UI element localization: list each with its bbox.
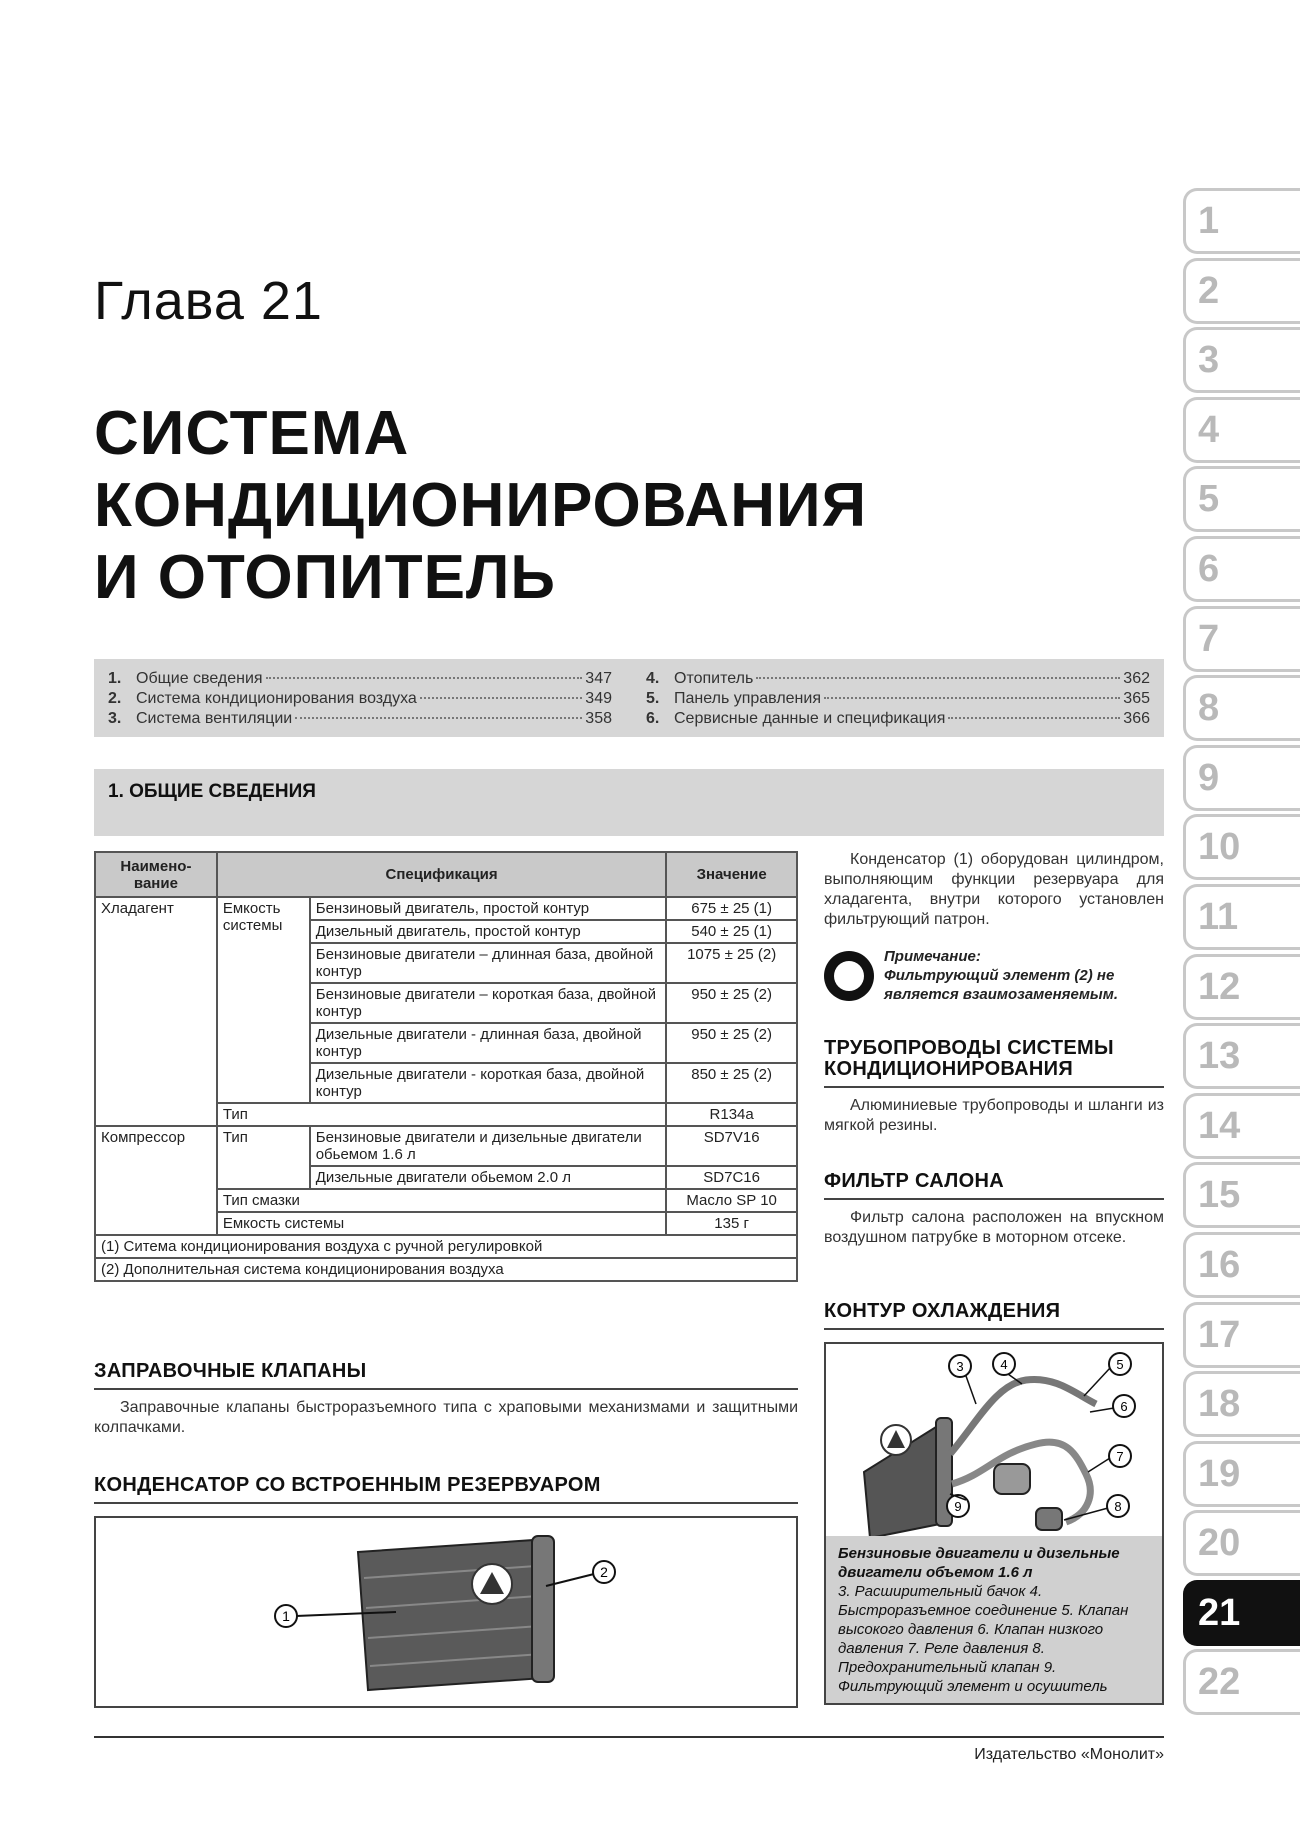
toc-leader (420, 697, 582, 699)
cell-capacity: Емкость системы (217, 897, 310, 1103)
cell-desc: Дизельные двигатели - длинная база, двойной контур (310, 1023, 667, 1063)
toc-entry[interactable] (108, 690, 612, 710)
cell-desc: Дизельные двигатели - короткая база, двойной контур (310, 1063, 667, 1103)
pipes-text: Алюминиевые трубопроводы и шланги из мягкой резины. (824, 1097, 1164, 1134)
chapter-tab-14[interactable]: 14 (1183, 1093, 1300, 1159)
toc-text: Отопитель (674, 670, 754, 687)
chapter-tabs (1183, 188, 1300, 1719)
divider (94, 1502, 798, 1504)
cell-type-label: Тип (217, 1126, 310, 1189)
table-footnote-row (95, 1258, 797, 1281)
toc-leader (295, 717, 582, 719)
toc-leader (948, 717, 1120, 719)
cell-syscap-label: Емкость системы (217, 1212, 666, 1235)
cell-desc: Бензиновые двигатели – короткая база, двойной контур (310, 983, 667, 1023)
chapter-tab-10[interactable]: 10 (1183, 814, 1300, 880)
toc-leader (266, 677, 583, 679)
note-title: Примечание: (884, 948, 981, 965)
chapter-tab-16[interactable]: 16 (1183, 1232, 1300, 1298)
table-row (95, 1126, 797, 1166)
heading-cabin-filter: ФИЛЬТР САЛОНА (824, 1170, 1004, 1192)
spec-table (94, 851, 798, 1282)
callout-label: 8 (1114, 1499, 1122, 1514)
divider (824, 1328, 1164, 1330)
chapter-tab-22[interactable]: 22 (1183, 1649, 1300, 1715)
toc-number: 6. (646, 710, 660, 727)
chapter-tab-9[interactable]: 9 (1183, 745, 1300, 811)
table-footnote-row (95, 1235, 797, 1258)
receiver-cylinder (532, 1536, 554, 1682)
toc-column-right (646, 670, 1150, 726)
chapter-tab-6[interactable]: 6 (1183, 536, 1300, 602)
callout-label: 1 (282, 1608, 290, 1624)
cell-desc: Бензиновые двигатели – длинная база, двойной контур (310, 943, 667, 983)
note-text (884, 947, 1164, 1004)
chapter-tab-20[interactable]: 20 (1183, 1510, 1300, 1576)
toc-leader (824, 697, 1120, 699)
header-value: Значение (666, 852, 797, 897)
callout-label: 5 (1116, 1357, 1124, 1372)
cell-value: Масло SP 10 (666, 1189, 797, 1212)
chapter-label: Глава 21 (94, 271, 323, 331)
toc-text: Общие сведения (136, 670, 263, 687)
toc-column-left (108, 670, 612, 726)
cooling-circuit-illustration (826, 1344, 1162, 1538)
chapter-tab-21-active[interactable]: 21 (1183, 1580, 1300, 1646)
callout-label: 6 (1120, 1399, 1128, 1414)
cell-refrigerant: Хладагент (95, 897, 217, 1126)
publisher-footer: Издательство «Монолит» (974, 1746, 1164, 1763)
chapter-tab-4[interactable]: 4 (1183, 397, 1300, 463)
toc-number: 4. (646, 670, 660, 687)
toc-entry[interactable] (646, 670, 1150, 690)
chapter-tab-7[interactable]: 7 (1183, 606, 1300, 672)
chapter-tab-2[interactable]: 2 (1183, 258, 1300, 324)
callout-label: 2 (600, 1564, 608, 1580)
divider (824, 1198, 1164, 1200)
toc-page: 349 (585, 690, 612, 707)
heading-pipes: ТРУБОПРОВОДЫ СИСТЕМЫ КОНДИЦИОНИРОВАНИЯ (824, 1037, 1114, 1080)
cell-value: 950 ± 25 (2) (666, 1023, 797, 1063)
cell-value: SD7V16 (666, 1126, 797, 1166)
cell-value: 675 ± 25 (1) (666, 897, 797, 920)
toc-page: 365 (1123, 690, 1150, 707)
chapter-tab-15[interactable]: 15 (1183, 1162, 1300, 1228)
caption-items: 3. Расширительный бачок 4. Быстроразъемное соединение 5. Клапан высокого давления 6. Клапан низкого давления 7. Реле давления 8. Предохранительный клапан 9. Фильтрующий элемент и осушитель (838, 1583, 1129, 1695)
cell-value: 1075 ± 25 (2) (666, 943, 797, 983)
toc-page: 358 (585, 710, 612, 727)
callout-label: 4 (1000, 1357, 1008, 1372)
toc-number: 5. (646, 690, 660, 707)
chapter-title-line-3: И ОТОПИТЕЛЬ (94, 543, 556, 612)
heading-cooling-circuit: КОНТУР ОХЛАЖДЕНИЯ (824, 1300, 1061, 1322)
cell-value: R134a (666, 1103, 797, 1126)
footnote-1: (1) Ситема кондиционирования воздуха с ручной регулировкой (95, 1235, 797, 1258)
cell-type-label: Тип (217, 1103, 666, 1126)
note-body: Фильтрующий элемент (2) не является взаимозаменяемым. (884, 967, 1119, 1003)
chapter-tab-5[interactable]: 5 (1183, 466, 1300, 532)
toc-page: 366 (1123, 710, 1150, 727)
chapter-tab-8[interactable]: 8 (1183, 675, 1300, 741)
chapter-title-line-1: СИСТЕМА (94, 399, 410, 468)
toc-text: Сервисные данные и спецификация (674, 710, 946, 727)
safety-valve (1036, 1508, 1062, 1530)
caption-heading: Бензиновые двигатели и дизельные двигатели объемом 1.6 л (838, 1545, 1120, 1581)
toc-number: 1. (108, 670, 122, 687)
toc-number: 2. (108, 690, 122, 707)
chapter-tab-11[interactable]: 11 (1183, 884, 1300, 950)
chapter-tab-18[interactable]: 18 (1183, 1371, 1300, 1437)
cell-value: 850 ± 25 (2) (666, 1063, 797, 1103)
figure-caption (824, 1536, 1164, 1705)
divider (94, 1388, 798, 1390)
header-name: Наимено-вание (95, 852, 217, 897)
cell-compressor: Компрессор (95, 1126, 217, 1235)
footnote-2: (2) Дополнительная система кондиционирования воздуха (95, 1258, 797, 1281)
callout-label: 3 (956, 1359, 964, 1374)
publisher-logo (881, 1425, 911, 1455)
publisher-logo (472, 1564, 512, 1604)
condenser-illustration (96, 1518, 796, 1706)
toc-leader (756, 677, 1120, 679)
table-header-row (95, 852, 797, 897)
condenser-figure (94, 1516, 798, 1708)
footer-divider (94, 1736, 1164, 1738)
cell-value: 950 ± 25 (2) (666, 983, 797, 1023)
cell-desc: Дизельные двигатели обьемом 2.0 л (310, 1166, 667, 1189)
divider (824, 1086, 1164, 1088)
cooling-circuit-figure (824, 1342, 1164, 1538)
chapter-tab-19[interactable]: 19 (1183, 1441, 1300, 1507)
heading-valves: ЗАПРАВОЧНЫЕ КЛАПАНЫ (94, 1360, 367, 1382)
condenser-core (358, 1540, 544, 1690)
toc-entry[interactable] (646, 690, 1150, 710)
chapter-tab-12[interactable]: 12 (1183, 954, 1300, 1020)
header-spec: Спецификация (217, 852, 666, 897)
cell-value: 540 ± 25 (1) (666, 920, 797, 943)
chapter-tab-3[interactable]: 3 (1183, 327, 1300, 393)
valves-text: Заправочные клапаны быстроразъемного типа с храповыми механизмами и защитными колпачками. (94, 1399, 798, 1436)
cabin-filter-text: Фильтр салона расположен на впускном воздушном патрубке в моторном отсеке. (824, 1209, 1164, 1246)
chapter-tab-13[interactable]: 13 (1183, 1023, 1300, 1089)
table-of-contents (94, 659, 1164, 737)
callout-label: 7 (1116, 1449, 1124, 1464)
compressor (994, 1464, 1030, 1494)
toc-text: Панель управления (674, 690, 821, 707)
toc-number: 3. (108, 710, 122, 727)
heading-condenser: КОНДЕНСАТОР СО ВСТРОЕННЫМ РЕЗЕРВУАРОМ (94, 1474, 601, 1496)
toc-page: 362 (1123, 670, 1150, 687)
toc-text: Система кондиционирования воздуха (136, 690, 417, 707)
toc-entry[interactable] (108, 670, 612, 690)
cell-lube-label: Тип смазки (217, 1189, 666, 1212)
cell-desc: Бензиновые двигатели и дизельные двигатели обьемом 1.6 л (310, 1126, 667, 1166)
condenser-intro-text: Конденсатор (1) оборудован цилиндром, выполняющим функции резервуара для хладагента, внутри которого установлен фильтрующий патрон. (824, 851, 1164, 928)
callout-label: 9 (954, 1499, 962, 1514)
chapter-tab-17[interactable]: 17 (1183, 1302, 1300, 1368)
chapter-title (94, 398, 994, 614)
toc-text: Система вентиляции (136, 710, 293, 727)
chapter-tab-1[interactable]: 1 (1183, 188, 1300, 254)
cell-value: SD7C16 (666, 1166, 797, 1189)
warning-icon (824, 951, 874, 1001)
section-heading-general: 1. ОБЩИЕ СВЕДЕНИЯ (94, 769, 1164, 836)
chapter-title-line-2: КОНДИЦИОНИРОВАНИЯ (94, 471, 868, 540)
toc-entry[interactable] (646, 710, 1150, 730)
cell-value: 135 г (666, 1212, 797, 1235)
table-row (95, 897, 797, 920)
cell-desc: Бензиновый двигатель, простой контур (310, 897, 667, 920)
cell-desc: Дизельный двигатель, простой контур (310, 920, 667, 943)
toc-entry[interactable] (108, 710, 612, 730)
toc-page: 347 (585, 670, 612, 687)
